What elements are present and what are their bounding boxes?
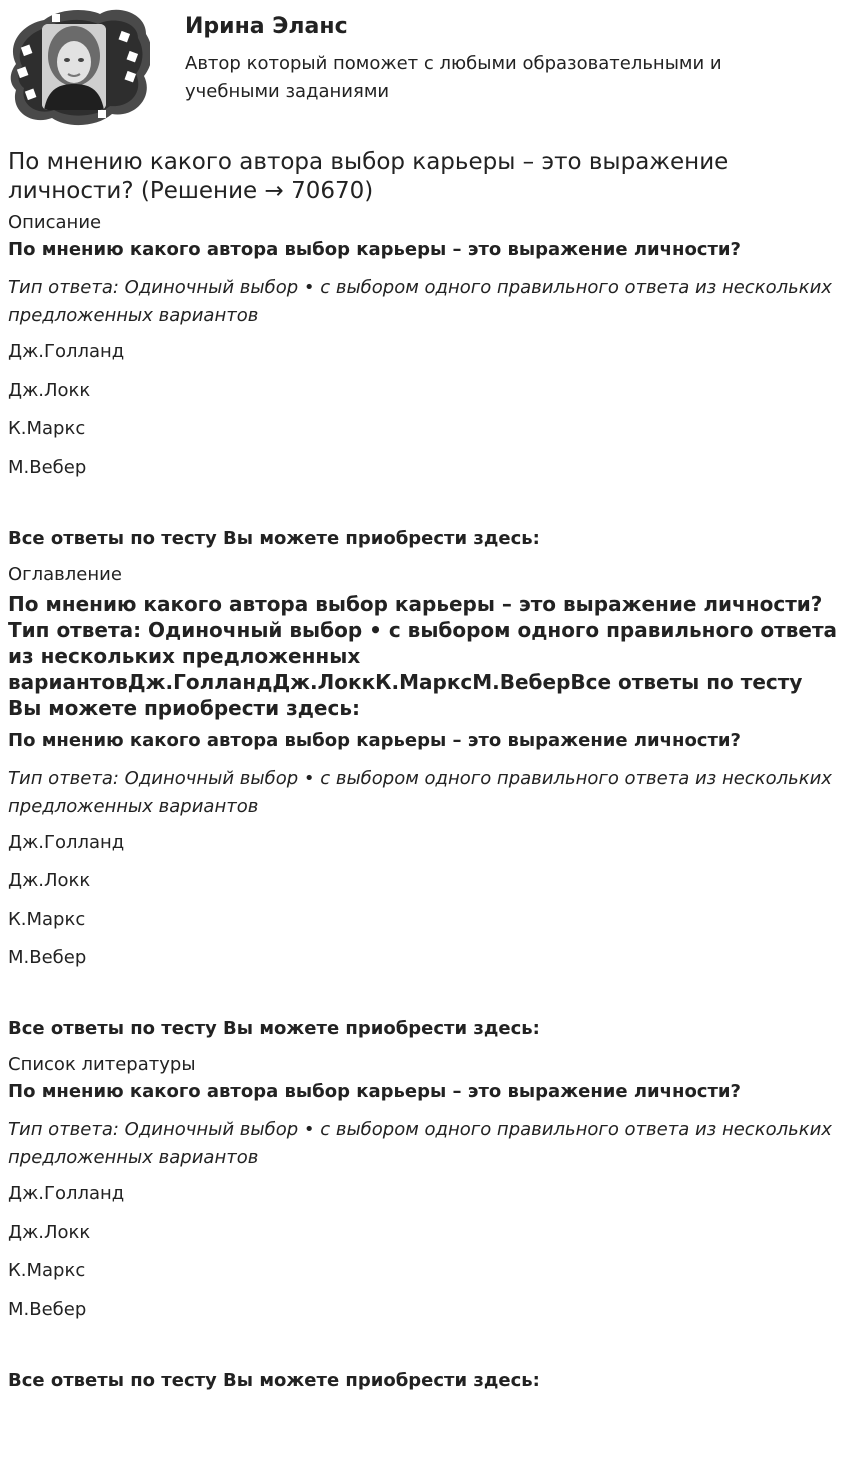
answer-option: К.Маркс bbox=[8, 1260, 86, 1281]
film-frame-avatar-image bbox=[8, 6, 150, 126]
section-label: Оглавление bbox=[8, 563, 122, 585]
answer-type-text: Тип ответа: Одиночный выбор • с выбором одного правильного ответа из нескольких предложенных вариантов bbox=[8, 277, 832, 326]
answer-option: Дж.Голланд bbox=[8, 341, 125, 362]
answer-option: Дж.Локк bbox=[8, 870, 91, 891]
author-avatar bbox=[8, 6, 150, 126]
toc-heading: По мнению какого автора выбор карьеры – это выражение личности?Тип ответа: Одиночный выбор • с выбором одного правильного ответа из нескольких предложенных вариантовДж.ГолландДж.ЛоккК.МарксМ.ВеберВсе ответы по тесту Вы можете приобрести здесь: bbox=[8, 591, 838, 720]
bibliography-section bbox=[8, 1053, 838, 1393]
main-content bbox=[8, 148, 838, 1393]
question-text: По мнению какого автора выбор карьеры – это выражение личности? bbox=[8, 1081, 741, 1102]
answer-option: Дж.Локк bbox=[8, 379, 91, 401]
answer-option: М.Вебер bbox=[8, 456, 87, 478]
buy-answers-text: Все ответы по тесту Вы можете приобрести здесь: bbox=[8, 1018, 540, 1039]
buy-answers-text: Все ответы по тесту Вы можете приобрести здесь: bbox=[8, 1369, 540, 1391]
answer-option: К.Маркс bbox=[8, 418, 86, 439]
buy-answers-text: Все ответы по тесту Вы можете приобрести здесь: bbox=[8, 527, 540, 549]
answer-option: Дж.Голланд bbox=[8, 831, 125, 853]
question-text: По мнению какого автора выбор карьеры – это выражение личности? bbox=[8, 729, 741, 751]
answer-option: М.Вебер bbox=[8, 1298, 87, 1320]
section-label: Описание bbox=[8, 212, 102, 233]
question-text: По мнению какого автора выбор карьеры – это выражение личности? bbox=[8, 239, 741, 260]
author-description: Автор который поможет с любыми образовательными и учебными заданиями bbox=[185, 53, 722, 102]
answer-type-text: Тип ответа: Одиночный выбор • с выбором одного правильного ответа из нескольких предложенных вариантов bbox=[8, 1119, 832, 1168]
answer-type-text: Тип ответа: Одиночный выбор • с выбором одного правильного ответа из нескольких предложенных вариантов bbox=[8, 767, 832, 817]
description-section bbox=[8, 211, 838, 551]
answer-option: Дж.Локк bbox=[8, 1221, 91, 1243]
answer-option: К.Маркс bbox=[8, 908, 86, 930]
section-label: Список литературы bbox=[8, 1054, 196, 1075]
answer-option: Дж.Голланд bbox=[8, 1183, 125, 1204]
table-of-contents-section bbox=[8, 563, 838, 1042]
author-header bbox=[8, 6, 838, 126]
answer-option: М.Вебер bbox=[8, 947, 87, 968]
author-name: Ирина Эланс bbox=[185, 14, 348, 39]
page-title: По мнению какого автора выбор карьеры – это выражение личности? (Решение → 70670) bbox=[8, 149, 729, 204]
